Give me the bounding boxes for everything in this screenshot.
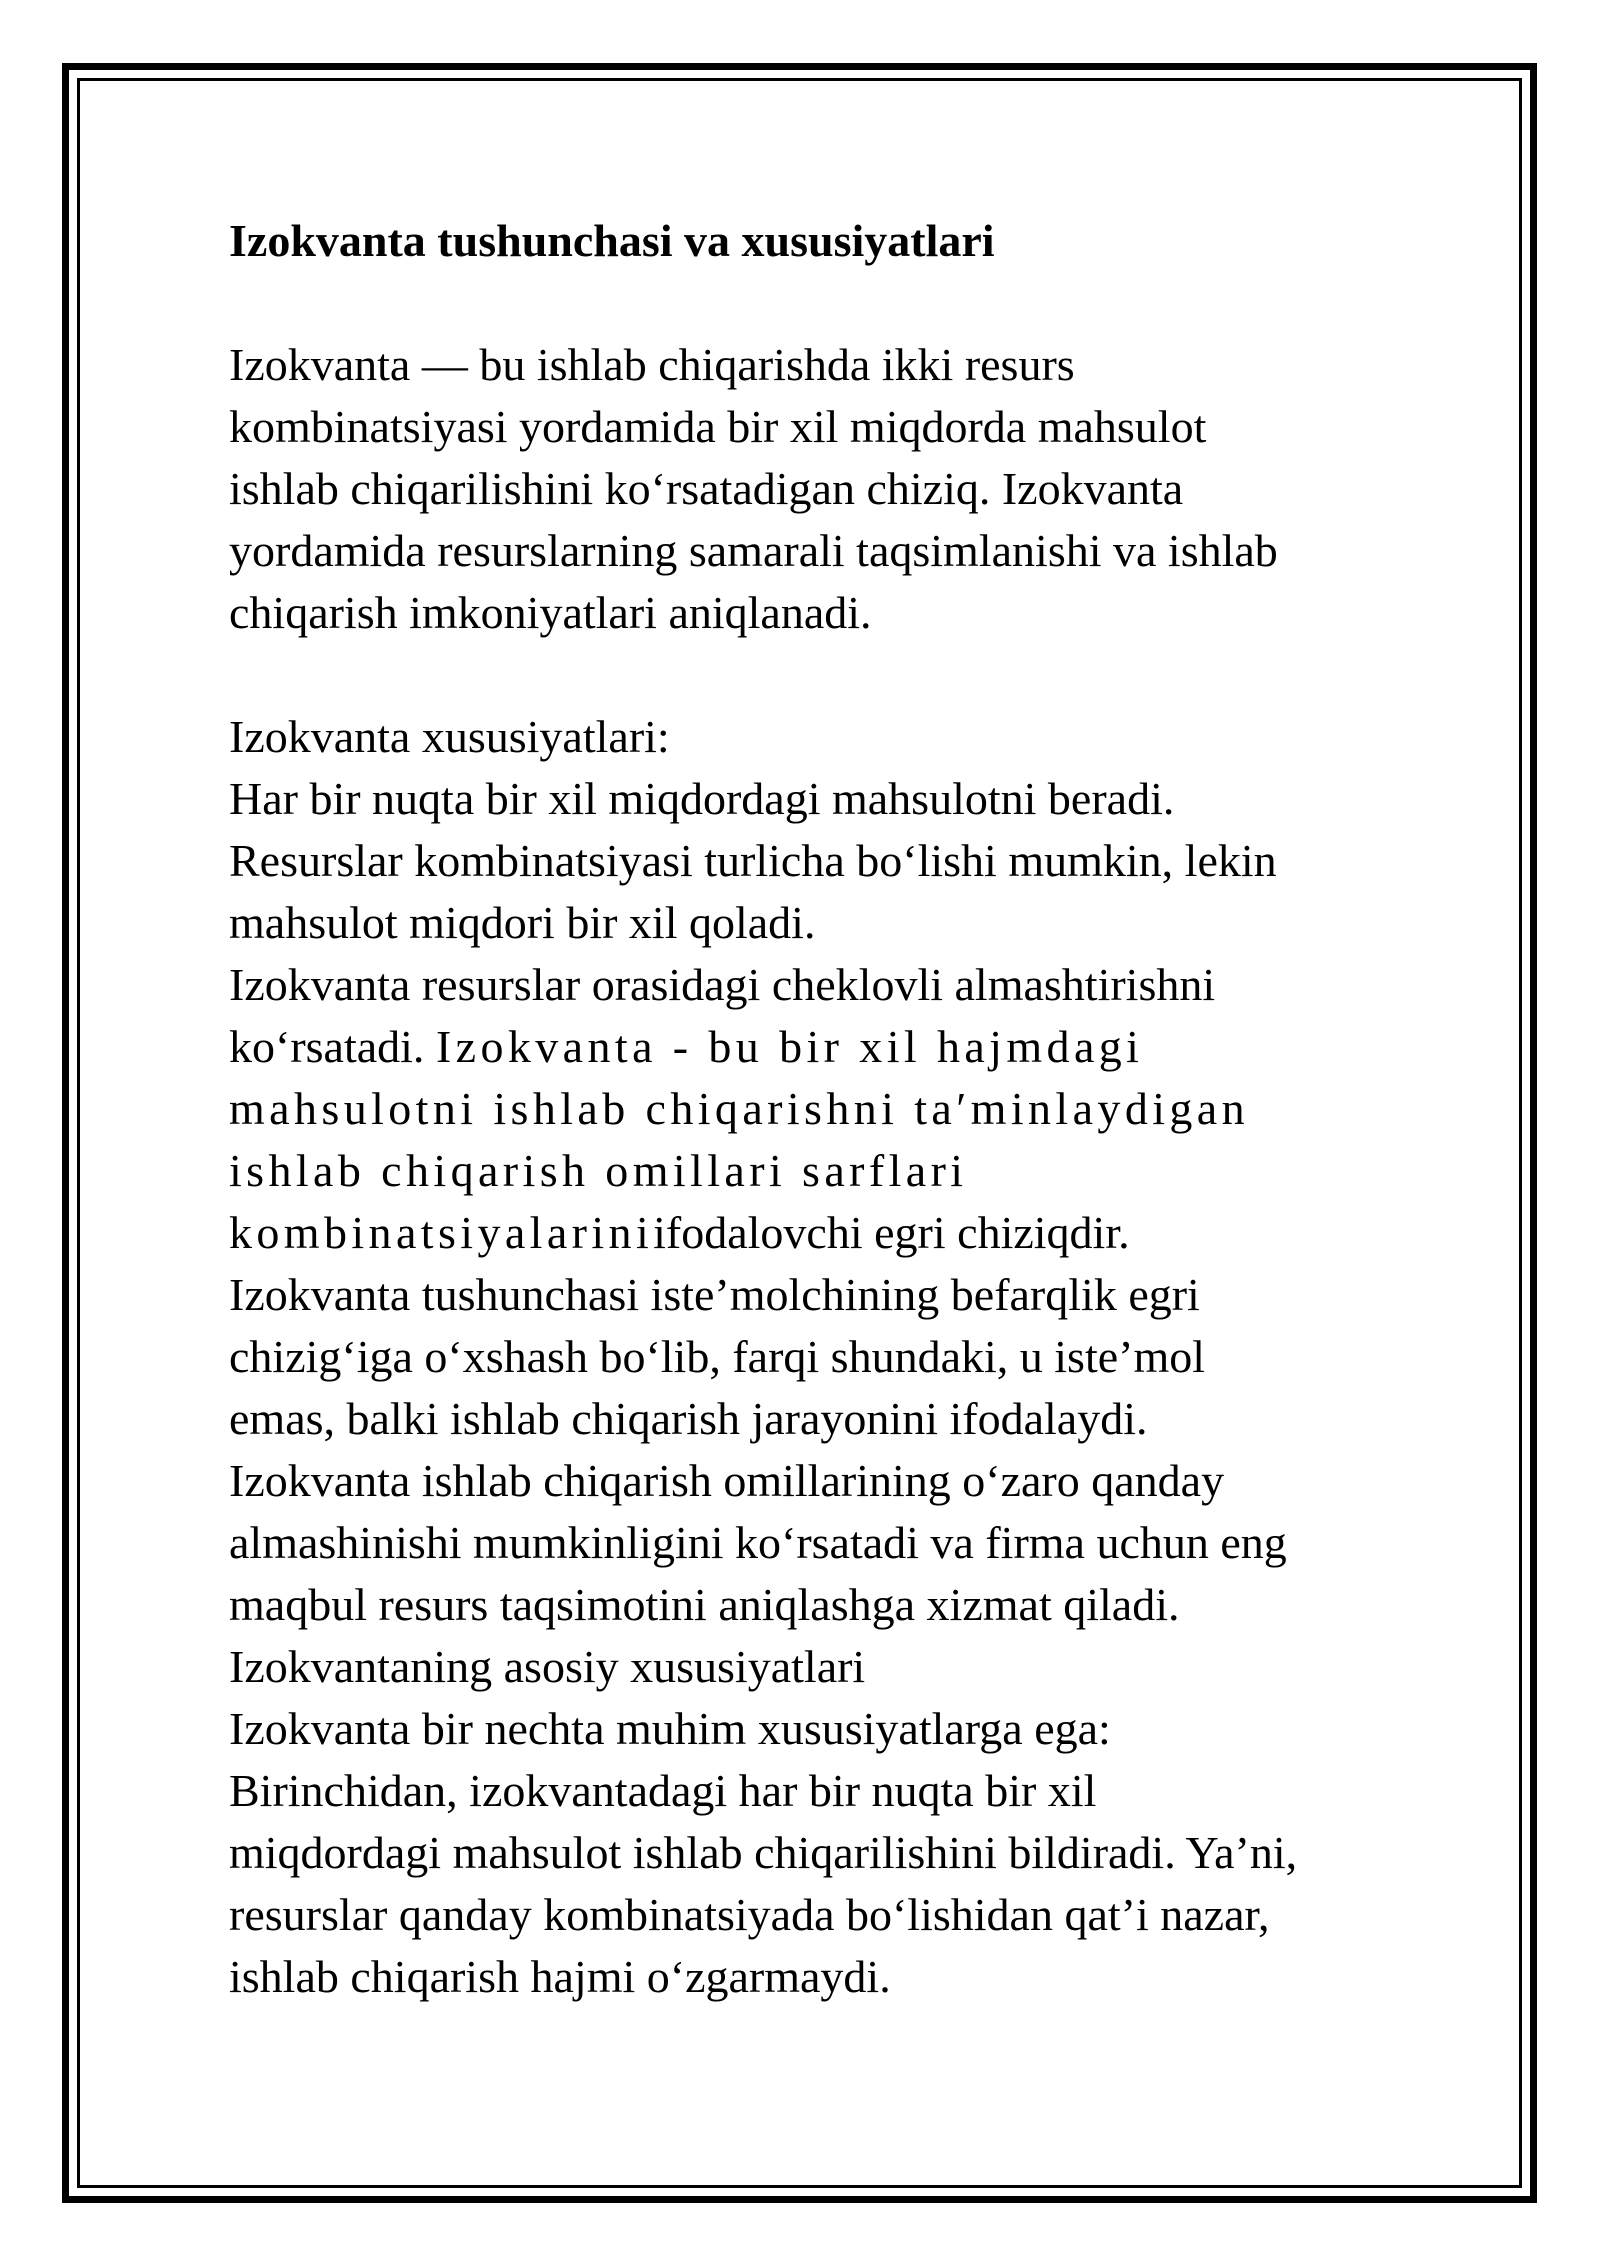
text-line: ishlab chiqarish hajmi o‘zgarmaydi.	[229, 1951, 891, 2002]
text-line: Izokvanta bir nechta muhim xususiyatlarga ega:	[229, 1703, 1111, 1754]
text-line: mahsulotni ishlab chiqarishni ta′minlaydigan	[229, 1083, 1250, 1134]
section-heading: Izokvantaning asosiy xususiyatlari	[229, 1641, 866, 1692]
text-line: miqdordagi mahsulot ishlab chiqarilishini bildiradi. Ya’ni,	[229, 1827, 1298, 1878]
text-fragment: ko‘rsatadi.	[229, 1021, 436, 1072]
text-line: resurslar qanday kombinatsiyada bo‘lishidan qat’i nazar,	[229, 1889, 1270, 1940]
text-line: yordamida resurslarning samarali taqsimlanishi va ishlab	[229, 525, 1278, 576]
text-line: ishlab chiqarilishini ko‘rsatadigan chiziq. Izokvanta	[229, 463, 1184, 514]
text-line: Izokvanta — bu ishlab chiqarishda ikki resurs	[229, 339, 1075, 390]
text-line: maqbul resurs taqsimotini aniqlashga xizmat qiladi.	[229, 1579, 1180, 1630]
text-line: kombinatsiyasi yordamida bir xil miqdorda mahsulot	[229, 401, 1207, 452]
document-title: Izokvanta tushunchasi va xususiyatlari	[229, 215, 995, 266]
spacer	[229, 644, 1509, 706]
text-line: chiqarish imkoniyatlari aniqlanadi.	[229, 587, 872, 638]
text-line: emas, balki ishlab chiqarish jarayonini ifodalaydi.	[229, 1393, 1148, 1444]
text-fragment: ifodalovchi egri chiziqdir.	[653, 1207, 1130, 1258]
text-fragment-spaced: Izokvanta - bu bir xil hajmdagi	[435, 1021, 1144, 1072]
text-fragment-spaced: kombinatsiyalarini	[229, 1207, 654, 1258]
text-line: almashinishi mumkinligini ko‘rsatadi va firma uchun eng	[229, 1517, 1287, 1568]
properties-section	[229, 706, 1509, 2008]
text-line	[229, 1016, 1509, 1078]
intro-paragraph	[229, 334, 1509, 644]
text-line: Har bir nuqta bir xil miqdordagi mahsulotni beradi.	[229, 773, 1175, 824]
text-line: ishlab chiqarish omillari sarflari	[229, 1145, 968, 1196]
text-line: Resurslar kombinatsiyasi turlicha bo‘lishi mumkin, lekin	[229, 835, 1277, 886]
text-line: Izokvanta tushunchasi iste’molchining befarqlik egri	[229, 1269, 1200, 1320]
text-line: mahsulot miqdori bir xil qoladi.	[229, 897, 816, 948]
text-line: Birinchidan, izokvantadagi har bir nuqta bir xil	[229, 1765, 1097, 1816]
text-line: chizig‘iga o‘xshash bo‘lib, farqi shundaki, u iste’mol	[229, 1331, 1206, 1382]
spacer	[229, 272, 1509, 334]
text-line: Izokvanta resurslar orasidagi cheklovli almashtirishni	[229, 959, 1216, 1010]
section-heading: Izokvanta xususiyatlari:	[229, 711, 670, 762]
text-line	[229, 1202, 1509, 1264]
document-body	[229, 210, 1509, 2008]
text-line: Izokvanta ishlab chiqarish omillarining o‘zaro qanday	[229, 1455, 1225, 1506]
